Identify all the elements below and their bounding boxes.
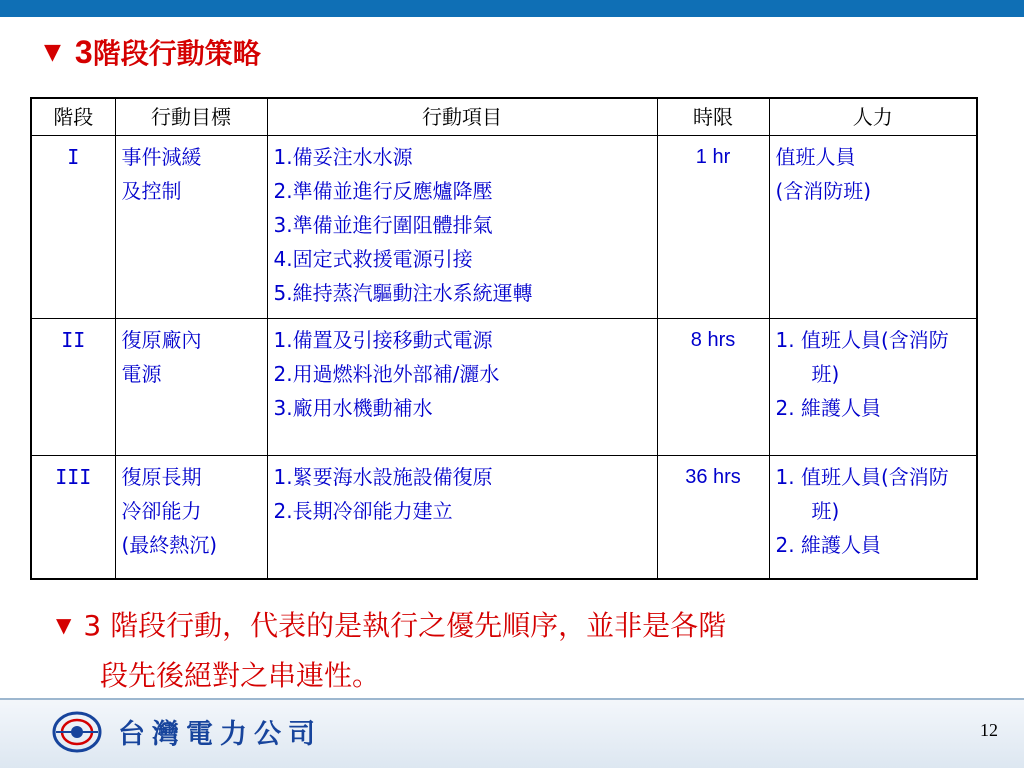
- table-row: [31, 456, 977, 579]
- stage-cell: II: [31, 319, 115, 456]
- action-item: 5.維持蒸汽驅動注水系統運轉: [273, 281, 533, 305]
- staff-line: 2. 維護人員: [775, 396, 881, 420]
- slide-title: [44, 32, 261, 72]
- action-item: 2.長期冷卻能力建立: [273, 499, 453, 523]
- taipower-logo-icon: [52, 710, 102, 754]
- header-goal: 行動目標: [115, 98, 267, 136]
- note-paragraph: [56, 600, 956, 701]
- staff-line: 1. 值班人員(含消防班): [775, 328, 949, 386]
- table-row: [31, 319, 977, 456]
- table-header-row: [31, 98, 977, 136]
- actions-cell: [267, 319, 657, 456]
- table-row: [31, 136, 977, 319]
- header-actions: 行動項目: [267, 98, 657, 136]
- time-cell: 36 hrs: [657, 456, 769, 579]
- goal-line: 復原長期: [121, 465, 202, 489]
- staff-line: (含消防班): [775, 179, 872, 203]
- note-line-2: 段先後絕對之串連性。: [100, 659, 381, 692]
- staff-cell: [769, 456, 977, 579]
- stage-cell: III: [31, 456, 115, 579]
- triangle-down-icon: ▼: [56, 613, 72, 637]
- staff-line: 值班人員: [775, 145, 856, 169]
- goal-line: 及控制: [121, 179, 182, 203]
- footer-bar: [0, 698, 1024, 768]
- header-stage: 階段: [31, 98, 115, 136]
- action-item: 1.緊要海水設施設備復原: [273, 465, 493, 489]
- staff-line: 1. 值班人員(含消防班): [775, 465, 949, 523]
- goal-line: 復原廠內: [121, 328, 202, 352]
- staff-cell: [769, 319, 977, 456]
- header-staff: 人力: [769, 98, 977, 136]
- actions-cell: [267, 136, 657, 319]
- goal-cell: [115, 456, 267, 579]
- action-item: 1.備妥注水水源: [273, 145, 413, 169]
- actions-cell: [267, 456, 657, 579]
- footer-divider: [0, 698, 1024, 700]
- stage-cell: I: [31, 136, 115, 319]
- note-number: 3: [83, 609, 102, 642]
- goal-cell: [115, 136, 267, 319]
- action-item: 4.固定式救援電源引接: [273, 247, 473, 271]
- company-name: 台灣電力公司: [118, 719, 322, 750]
- action-item: 3.準備並進行圍阻體排氣: [273, 213, 493, 237]
- goal-line: (最終熱沉): [121, 533, 218, 557]
- staff-cell: [769, 136, 977, 319]
- time-cell: 8 hrs: [657, 319, 769, 456]
- header-time: 時限: [657, 98, 769, 136]
- goal-line: 電源: [121, 362, 162, 386]
- staff-line: 2. 維護人員: [775, 533, 881, 557]
- strategy-table: [30, 97, 978, 580]
- slide-title-number: 3: [74, 33, 93, 70]
- time-cell: 1 hr: [657, 136, 769, 319]
- top-accent-bar: [0, 0, 1024, 17]
- page-number: 12: [980, 720, 998, 740]
- action-item: 2.準備並進行反應爐降壓: [273, 179, 493, 203]
- action-item: 2.用過燃料池外部補/灑水: [273, 362, 500, 386]
- goal-line: 冷卻能力: [121, 499, 202, 523]
- goal-cell: [115, 319, 267, 456]
- triangle-down-icon: ▼: [44, 39, 61, 65]
- goal-line: 事件減緩: [121, 145, 202, 169]
- slide-title-text: 階段行動策略: [92, 37, 261, 70]
- action-item: 3.廠用水機動補水: [273, 396, 433, 420]
- action-item: 1.備置及引接移動式電源: [273, 328, 493, 352]
- note-line-1: 階段行動，代表的是執行之優先順序，並非是各階: [110, 609, 727, 642]
